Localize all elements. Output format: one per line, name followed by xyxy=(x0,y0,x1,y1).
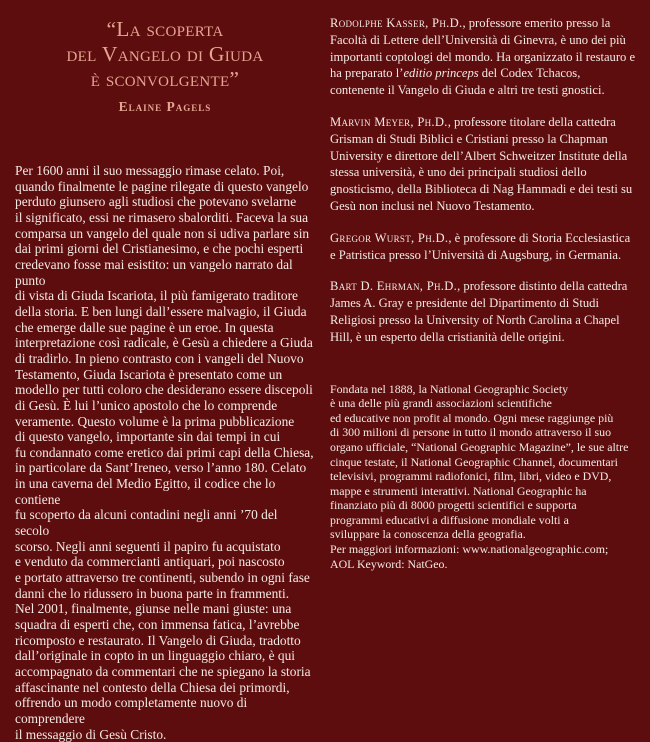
pull-quote xyxy=(15,17,315,92)
bio-text-end: del Codex Tchacos, contenente il Vangelo di Giuda e altri tre testi gnostici. xyxy=(330,66,605,98)
bio-name: Gregor Wurst, Ph.D. xyxy=(330,230,449,245)
bio-name: Rodolphe Kasser, Ph.D. xyxy=(330,16,463,30)
bio-text: , professore distinto della cattedra James A. Gray e presidente del Dipartimento di Studi Religiosi presso la University of North Carolina a Chapel Hill, è un esperto della cristianità delle origini. xyxy=(330,279,628,344)
synopsis-text: Per 1600 anni il suo messaggio rimase celato. Poi, quando finalmente le pagine rilegate di questo vangelo perduto giunsero agli studiosi che potevano svelarne il significato, essi ne rimasero sbalorditi. Faceva la sua comparsa un vangelo del quale non si udiva parlare sin dai primi giorni del Cristianesimo, e che pochi esperti credevano fosse mai esistito: un vangelo narrato dal punto di vista di Giuda Iscariota, il più famigerato traditore della storia. E ben lungi dall’essere malvagio, il Giuda che emerge dalle sue pagine è un eroe. In questa interpretazione così radicale, è Gesù a chiedere a Giuda di tradirlo. In pieno contrasto con i vangeli del Nuovo Testamento, Giuda Iscariota è presentato come un modello per tutti coloro che desiderano essere discepoli di Gesù. È lui l’unico apostolo che lo comprende veramente. Questo volume è la prima pubblicazione di questo vangelo, importante sin dai tempi in cui fu condannato come eretico dai primi capi della Chiesa, in particolare da Sant’Ireneo, verso l’anno 180. Celato in una caverna del Medio Egitto, il codice che lo contiene fu scoperto da alcuni contadini negli anni ’70 del secolo scorso. Negli anni seguenti il papiro fu acquistato e venduto da commercianti antiquari, poi nascosto e portato attraverso tre continenti, subendo in ogni fase danni che lo ridussero in buona parte in frammenti. Nel 2001, finalmente, giunse nelle mani giuste: una squadra di esperti che, con immensa fatica, l’avrebbe ricomposto e restaurato. Il Vangelo di Giuda, tradotto dall’originale in copto in un linguaggio chiaro, è qui accompagnato da commentari che ne spiegano la storia affascinante nel contesto della Chiesa dei primordi, offrendo un modo completamente nuovo di comprendere il messaggio di Gesù Cristo. xyxy=(15,163,314,742)
author-bio xyxy=(330,15,636,99)
bio-text: , professore titolare della cattedra Grisman di Studi Biblici e Cristiani presso la Chapman University e direttore dell’Albert Schweitzer Institute della stessa università, è uno dei principali studiosi dello gnosticismo, della Biblioteca di Nag Hammadi e dei testi su Gesù non inclusi nel Nuovo Testamento. xyxy=(330,114,633,213)
quote-author: Elaine Pagels xyxy=(118,99,212,114)
bio-name: Bart D. Ehrman, Ph.D. xyxy=(330,279,458,294)
author-bio xyxy=(330,230,636,264)
bio-text: , è professore di Storia Ecclesiastica e Patristica presso l’Università di Augsburg, in Germania. xyxy=(330,230,631,262)
right-column xyxy=(330,15,636,571)
left-column xyxy=(15,15,315,742)
quote-line: “La scoperta xyxy=(106,17,224,41)
quote-line: è sconvolgente” xyxy=(90,67,240,91)
quote-line: del Vangelo di Giuda xyxy=(66,42,264,66)
national-geographic-blurb: Fondata nel 1888, la National Geographic Society è una delle più grandi associazioni scientifiche ed educative non profit al mondo. Ogni mese raggiunge più di 300 milioni di persone in tutto il mondo attraverso il suo organo ufficiale, “National Geographic Magazine”, le sue altre cinque testate, il National Geographic Channel, documentari televisivi, programmi radiofonici, film, libri, video e DVD, mappe e strumenti interattivi. National Geographic ha finanziato più di 8000 progetti scientifici e supporta programmi educativi a diffusione mondiale volti a sviluppare la conoscenza della geografia. Per maggiori informazioni: www.nationalgeographic.com; AOL Keyword: NatGeo. xyxy=(330,381,629,571)
bio-name: Marvin Meyer, Ph.D. xyxy=(330,114,448,129)
bio-text: , professore emerito presso la Facoltà di Lettere dell’Università di Ginevra, è uno dei più importanti coptologi del mondo. Ha organizzato il restauro e ha preparato l’ xyxy=(330,16,636,81)
author-bio xyxy=(330,278,636,345)
bio-italic: editio princeps xyxy=(403,66,479,81)
author-bio xyxy=(330,114,636,215)
